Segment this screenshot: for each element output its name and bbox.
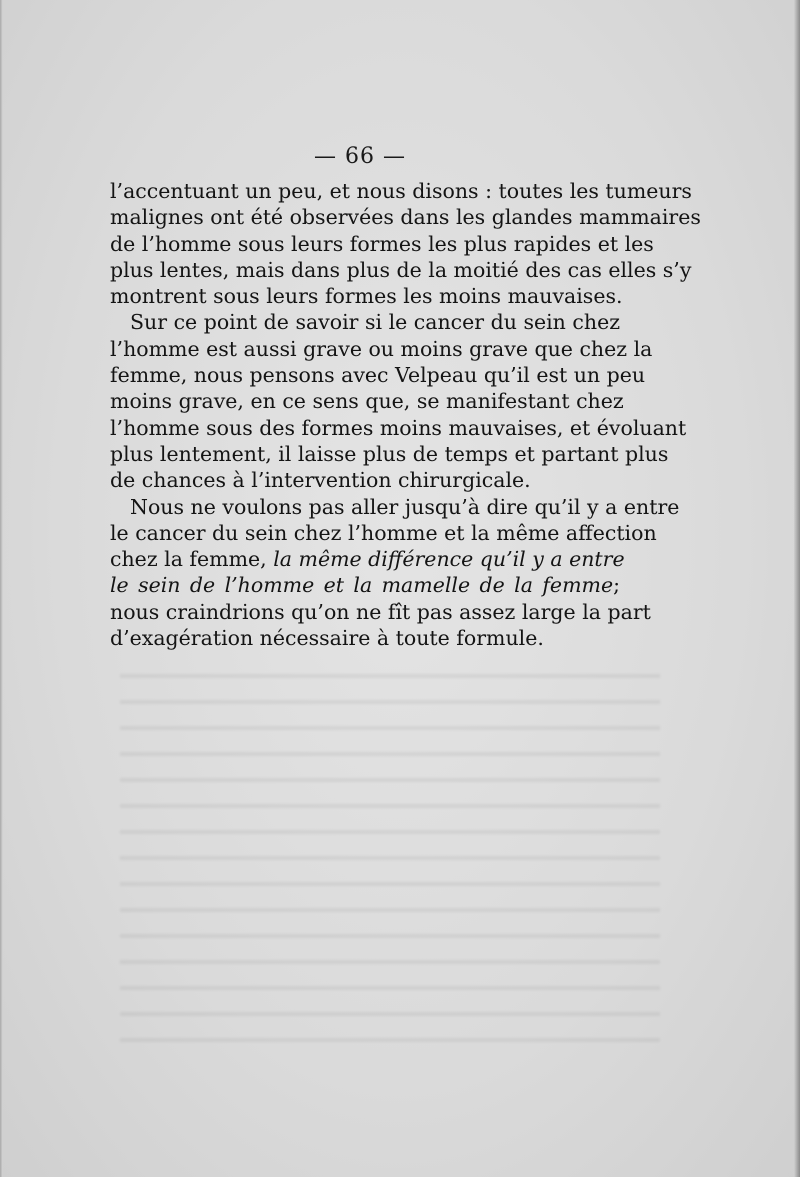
paragraph-1 bbox=[110, 178, 701, 309]
paragraph-3 bbox=[110, 494, 680, 652]
text-line: d’exagération nécessaire à toute formule. bbox=[110, 626, 544, 651]
italic-run: la même différence qu’il y a entre bbox=[273, 547, 625, 572]
text-line: femme, nous pensons avec Velpeau qu’il est un peu bbox=[110, 363, 646, 388]
page-left-edge bbox=[0, 0, 3, 1177]
text-line: plus lentement, il laisse plus de temps et partant plus bbox=[110, 441, 669, 466]
page-number: — 66 — bbox=[314, 144, 406, 169]
text-run: ; bbox=[613, 573, 620, 598]
text-line: malignes ont été observées dans les glandes mammaires bbox=[110, 205, 701, 230]
text-line: de l’homme sous leurs formes les plus rapides et les bbox=[110, 231, 654, 256]
text-line: Sur ce point de savoir si le cancer du sein chez bbox=[130, 310, 620, 335]
italic-run: le sein de l’homme et la mamelle de la femme bbox=[110, 573, 614, 598]
text-line-mixed bbox=[110, 546, 625, 572]
text-line: le cancer du sein chez l’homme et la même affection bbox=[110, 520, 657, 545]
text-line: l’homme est aussi grave ou moins grave que chez la bbox=[110, 336, 653, 361]
text-line: Nous ne voulons pas aller jusqu’à dire qu’il y a entre bbox=[130, 494, 680, 519]
text-line: l’accentuant un peu, et nous disons : toutes les tumeurs bbox=[110, 179, 692, 203]
text-line: moins grave, en ce sens que, se manifestant chez bbox=[110, 389, 624, 414]
text-line: l’homme sous des formes moins mauvaises, et évoluant bbox=[110, 415, 687, 440]
text-line: de chances à l’intervention chirurgicale. bbox=[110, 468, 531, 493]
page-right-edge bbox=[794, 0, 800, 1177]
verso-bleed-through bbox=[120, 660, 660, 1060]
text-line: nous craindrions qu’on ne fît pas assez large la part bbox=[110, 599, 651, 624]
text-line: montrent sous leurs formes les moins mauvaises. bbox=[110, 284, 623, 309]
text-line: plus lentes, mais dans plus de la moitié des cas elles s’y bbox=[110, 257, 692, 282]
body-text bbox=[110, 178, 701, 651]
text-line-mixed bbox=[110, 572, 620, 598]
paragraph-2 bbox=[110, 309, 687, 493]
text-run: chez la femme, bbox=[110, 547, 267, 572]
